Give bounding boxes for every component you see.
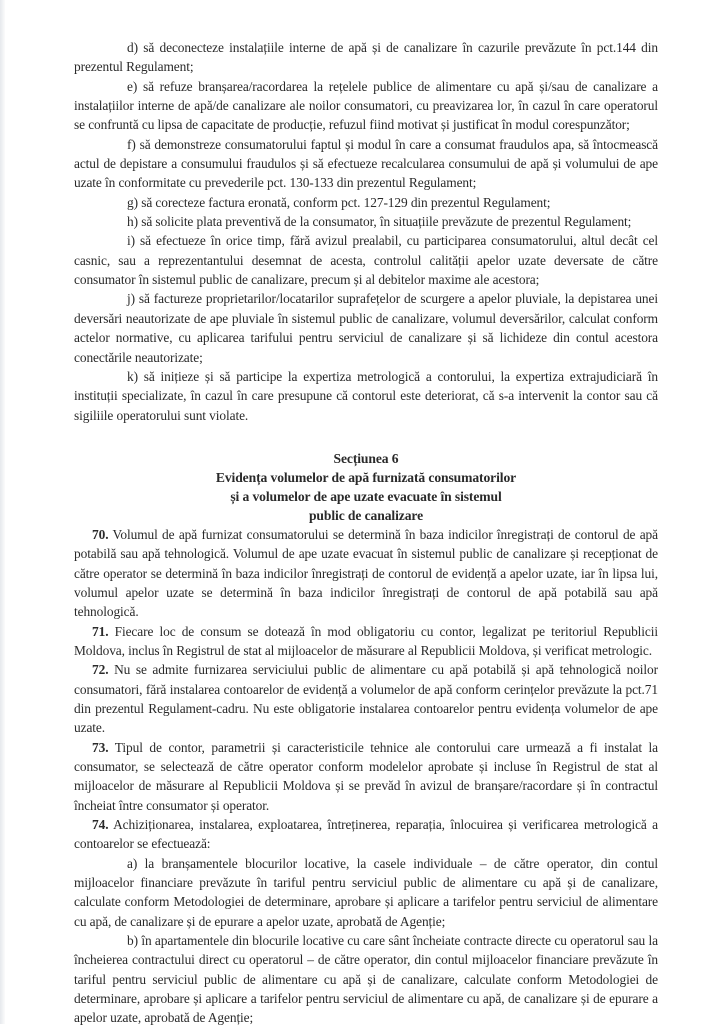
point-74 xyxy=(74,815,658,854)
section-title-line-1: Evidența volumelor de apă furnizată consumatorilor xyxy=(215,469,517,485)
point-text: Fiecare loc de consum se dotează în mod obligatoriu cu contor, legalizat pe teritoriul Republicii Moldova, inclus în Registrul de stat al mijloacelor de măsurare al Republicii Moldova, și verificat metrologic. xyxy=(74,623,658,658)
item-74-a: a) la branșamentele blocurilor locative, la casele individuale – de către operator, din contul mijloacelor financiare prevăzute în tariful pentru serviciul public de alimentare cu apă și de canalizare, calculate conform Metodologiei de determinare, aprobare și aplicare a tarifelor pentru serviciul de alimentare cu apă, de canalizare și de epurare a apelor uzate, aprobată de Agenție; xyxy=(74,855,658,929)
point-number: 70. xyxy=(92,526,109,542)
point-text: Volumul de apă furnizat consumatorului se determină în baza indicilor înregistrați de contorul de apă potabilă sau apă tehnologică. Volumul de ape uzate evacuat în sistemul public de canalizare și recepționat de către operator se determină în baza indicilor înregistrați de contorul de evidență a apelor uzate, iar în lipsa lui, volumul apelor uzate se determină în baza indicilor înregistrați de contorul de apă potabilă sau apă tehnologică. xyxy=(74,526,658,620)
section-title-line-2: și a volumelor de ape uzate evacuate în sistemul xyxy=(230,488,502,504)
item-h: h) să solicite plata preventivă de la consumator, în situațiile prevăzute de prezentul Regulament; xyxy=(127,214,632,230)
point-71 xyxy=(74,622,658,661)
section-label: Secțiunea 6 xyxy=(333,450,399,466)
item-g: g) să corecteze factura eronată, conform pct. 127-129 din prezentul Regulament; xyxy=(127,194,551,210)
point-number: 74. xyxy=(92,817,109,833)
item-e: e) să refuze branșarea/racordarea la rețelele publice de alimentare cu apă și/sau de canalizare a instalațiilor interne de apă/de canalizare ale noilor consumatori, cu preavizarea lor, în cazul în care operatorul se confruntă cu lipsa de capacitate de producție, refuzul fiind motivat și justificat în modul corespunzător; xyxy=(74,78,658,133)
point-text: Achiziționarea, instalarea, exploatarea, întreținerea, reparația, înlocuirea și verificarea metrologică a contoarelor se efectuează: xyxy=(74,817,658,852)
point-text: Tipul de contor, parametrii și caracteristicile tehnice ale contorului care urmează a fi instalat la consumator, se selectează de către operator conform modelelor aprobate și incluse în Registrul de stat al mijloacelor de măsurare al Republicii Moldova și se prevăd în avizul de branșare/racordare și în contractul încheiat între consumator și operator. xyxy=(74,739,658,813)
item-j: j) să factureze proprietarilor/locatarilor suprafețelor de scurgere a apelor pluviale, la depistarea unei deversări neautorizate de ape pluviale în sistemul public de canalizare, volumul deversărilor, calculat conform actelor normative, cu aplicarea tarifului pentru serviciul de canalizare și să lichideze din contul acestora conectările neautorizate; xyxy=(74,291,658,365)
item-k: k) să inițieze și să participe la expertiza metrologică a contorului, la expertiza extrajudiciară în instituții specializate, în cazul în care presupune că contorul este deteriorat, că s-a intervenit la contor sau că sigiliile operatorului sunt violate. xyxy=(74,368,658,423)
spacer xyxy=(74,425,658,449)
point-number: 73. xyxy=(92,739,109,755)
point-text: Nu se admite furnizarea serviciului public de alimentare cu apă potabilă și apă tehnologică noilor consumatori, fără instalarea contoarelor de evidență a volumelor de apă conform cerințelor prevăzute la pct.71 din prezentul Regulament-cadru. Nu este obligatorie instalarea contoarelor pentru evidența volumelor de ape uzate. xyxy=(74,662,659,736)
point-72 xyxy=(74,660,658,737)
item-i: i) să efectueze în orice timp, fără avizul prealabil, cu participarea consumatorului, altul decât cel casnic, sau a reprezentantului desemnat de acesta, controlul calității apelor uzate deversate de către consumator în sistemul public de canalizare, precum și al debitelor maxime ale acestora; xyxy=(74,233,658,288)
point-73 xyxy=(74,738,658,815)
point-70 xyxy=(74,525,658,622)
item-d: d) să deconecteze instalațiile interne de apă și de canalizare în cazurile prevăzute în pct.144 din prezentul Regulament; xyxy=(74,40,658,75)
page-left-edge xyxy=(0,0,5,1024)
document-page xyxy=(74,38,658,1028)
item-f: f) să demonstreze consumatorului faptul și modul în care a consumat fraudulos apa, să întocmească actul de depistare a consumului fraudulos și să efectueze recalcularea consumului de apă și volumului de ape uzate în conformitate cu prevederile pct. 130-133 din prezentul Regulament; xyxy=(74,136,658,191)
point-number: 72. xyxy=(92,662,109,678)
item-74-b: b) în apartamentele din blocurile locative cu care sânt încheiate contracte directe cu operatorul sau la încheierea contractului direct cu operatorul – de către operator, din contul mijloacelor financiare prevăzute în tariful pentru serviciul public de alimentare cu apă și de canalizare, calculate conform Metodologiei de determinare, aprobare și aplicare a tarifelor pentru serviciul de alimentare cu apă, de canalizare și de epurare a apelor uzate, aprobată de Agenție; xyxy=(74,933,658,1026)
point-number: 71. xyxy=(92,623,109,639)
section-title-line-3: public de canalizare xyxy=(308,507,424,523)
